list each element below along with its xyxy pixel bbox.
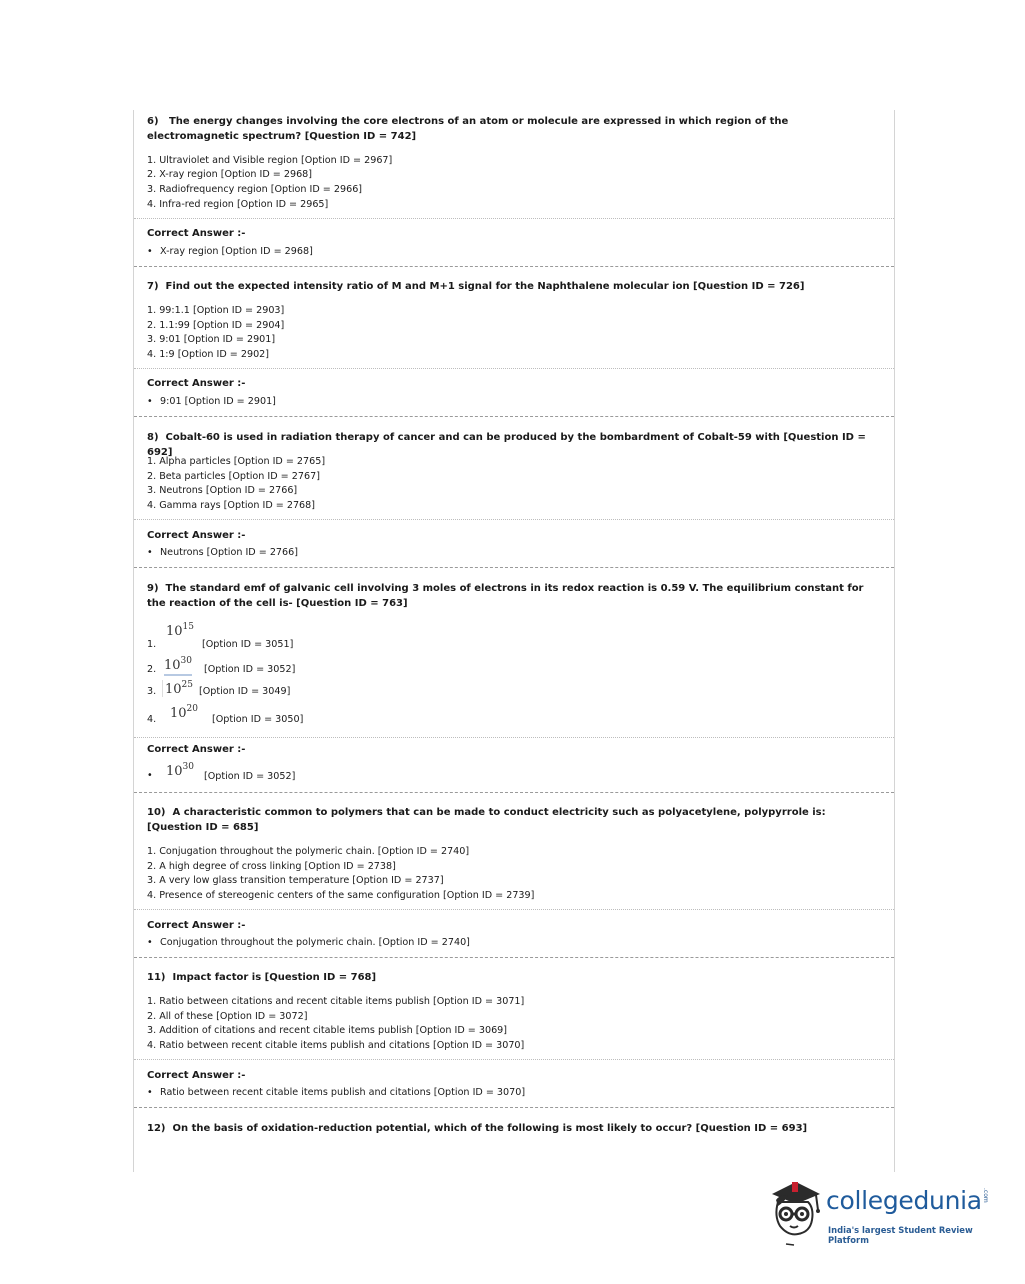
option: 2. 1.1:99 [Option ID = 2904]	[147, 320, 285, 331]
option: 4. Presence of stereogenic centers of the same configuration [Option ID = 2739]	[147, 890, 535, 901]
divider	[134, 567, 894, 568]
question-text: 11) Impact factor is [Question ID = 768]	[147, 972, 377, 983]
option: 3. 9:01 [Option ID = 2901]	[147, 334, 276, 345]
correct-answer: • Ratio between recent citable items publish and citations [Option ID = 3070]	[147, 1087, 526, 1098]
option: 2. Beta particles [Option ID = 2767]	[147, 471, 320, 482]
option: 3. Neutrons [Option ID = 2766]	[147, 485, 298, 496]
question-text: 9) The standard emf of galvanic cell involving 3 moles of electrons in its redox reaction is 0.59 V. The equilibrium constant for the reaction of the cell is- [Question ID = 763]	[147, 583, 864, 609]
correct-answer-label: Correct Answer :-	[147, 530, 246, 541]
option: 4. Gamma rays [Option ID = 2768]	[147, 500, 316, 511]
correct-answer: • Conjugation throughout the polymeric chain. [Option ID = 2740]	[147, 937, 470, 948]
option: 2. All of these [Option ID = 3072]	[147, 1011, 308, 1022]
option: 3. Addition of citations and recent citable items publish [Option ID = 3069]	[147, 1025, 508, 1036]
collegedunia-logo	[766, 1176, 996, 1248]
option: 1. Ultraviolet and Visible region [Option ID = 2967]	[147, 155, 393, 166]
divider	[134, 1107, 894, 1108]
correct-answer: • X-ray region [Option ID = 2968]	[147, 246, 313, 257]
brand-tagline: India's largest Student Review Platform	[828, 1225, 973, 1245]
divider	[134, 266, 894, 267]
option: 2. X-ray region [Option ID = 2968]	[147, 169, 313, 180]
option: 1. Alpha particles [Option ID = 2765]	[147, 456, 326, 467]
divider	[134, 1059, 894, 1060]
correct-answer-label: Correct Answer :-	[147, 228, 246, 239]
question-text: 8) Cobalt-60 is used in radiation therapy of cancer and can be produced by the bombardment of Cobalt-59 with [Question ID = 692]	[147, 432, 866, 458]
question-text: 7) Find out the expected intensity ratio of M and M+1 signal for the Naphthalene molecular ion [Question ID = 726]	[147, 281, 805, 292]
option: 1. Ratio between citations and recent citable items publish [Option ID = 3071]	[147, 996, 525, 1007]
option: 4. Ratio between recent citable items publish and citations [Option ID = 3070]	[147, 1040, 525, 1051]
math-expression: $10^{30}$	[164, 656, 192, 676]
correct-answer-label: Correct Answer :-	[147, 744, 246, 755]
divider	[134, 909, 894, 910]
student-mascot-icon	[766, 1176, 826, 1248]
divider	[134, 519, 894, 520]
option: 3. Radiofrequency region [Option ID = 2966]	[147, 184, 363, 195]
math-expression: $10^{15}$	[166, 622, 194, 639]
correct-answer: • Neutrons [Option ID = 2766]	[147, 547, 298, 558]
option: 1. 99:1.1 [Option ID = 2903]	[147, 305, 285, 316]
brand-name: collegedunia	[826, 1186, 982, 1215]
correct-answer-label: Correct Answer :-	[147, 378, 246, 389]
divider	[134, 416, 894, 417]
correct-answer-label: Correct Answer :-	[147, 1070, 246, 1081]
option: 4. 1:9 [Option ID = 2902]	[147, 349, 270, 360]
option: 3. A very low glass transition temperature [Option ID = 2737]	[147, 875, 444, 886]
question-paper-page: 6) The energy changes involving the core electrons of an atom or molecule are expressed in which region of the electromagnetic spectrum? [Question ID = 742] 1. Ultraviolet and Visible region [Option ID = 2967] 2. X-ray region [Option ID = 2968] 3. Radiofrequency region [Option ID = 2966] 4. Infra-red region [Option ID = 2965] Correct Answer :- • X-ray region [Option ID = 2968] 7) Find out the expected intensity ratio of M and M+1 signal for the Naphthalene molecular ion [Question ID = 726] 1. 99:1.1 [Option ID = 2903] 2. 1.1:99 [Option ID = 2904] 3. 9:01 [Option ID = 2901] 4. 1:9 [Option ID = 2902] Correct Answer :- • 9:01 [Option ID = 2901] 8) Cobalt-60 is used in radiation therapy of cancer and can be produced by the bombardment of Cobalt-59 with [Question ID = 692] 1. Alpha particles [Option ID = 2765] 2. Beta particles [Option ID = 2767] 3. Neutrons [Option ID = 2766] 4. Gamma rays [Option ID = 2768] Correct Answer :- • Neutrons [Option ID = 2766] 9) The standard emf of galvanic cell involving 3 moles of electrons in its redox reaction is 0.59 V. The equilibrium constant for the reaction of the cell is- [Question ID = 763] 1. $10^{15}$ [Option ID = 3051] 2. $10^{30}$ [Option ID = 3052] 3. $10^{25}$ [Option ID = 3049] 4. $10^{20}$ [Option ID = 3050] Correct Answer :- • $10^{30}$ [Option ID = 3052] 10) A characteristic common to polymers that can be made to conduct electricity such as polyacetylene, polypyrrole is: [Question ID = 685] 1. Conjugation throughout the polymeric chain. [Option ID = 2740] 2. A high degree of cross linking [Option ID = 2738] 3. A very low glass transition temperature [Option ID = 2737] 4. Presence of stereogenic centers of the same configuration [Option ID = 2739] Correct Answer :- • Conjugation throughout the polymeric chain. [Option ID = 2740] 11) Impact factor is [Question ID = 768] 1. Ratio between citations and recent citable items publish [Option ID = 3071] 2. All of these [Option ID = 3072] 3. Addition of citations and recent citable items publish [Option ID = 3069] 4. Ratio between recent citable items publish and citations [Option ID = 3070] Correct Answer :- • Ratio between recent citable items publish and citations [Option ID = 3070] 12) On the basis of oxidation-reduction potential, which of the following is most likely to occur? [Question ID = 693]	[133, 110, 895, 1172]
divider	[134, 368, 894, 369]
question-text: 6) The energy changes involving the core electrons of an atom or molecule are expressed in which region of the electromagnetic spectrum? [Question ID = 742]	[147, 116, 789, 142]
divider	[134, 957, 894, 958]
divider	[134, 737, 894, 738]
question-text: 10) A characteristic common to polymers that can be made to conduct electricity such as polyacetylene, polypyrrole is: [Question ID = 685]	[147, 807, 826, 833]
brand-domain: .com	[982, 1188, 989, 1203]
divider	[134, 792, 894, 793]
question-text: 12) On the basis of oxidation-reduction potential, which of the following is most likely to occur? [Question ID = 693]	[147, 1123, 808, 1134]
math-expression: $10^{20}$	[170, 704, 198, 721]
option: 1. Conjugation throughout the polymeric chain. [Option ID = 2740]	[147, 846, 470, 857]
correct-answer-label: Correct Answer :-	[147, 920, 246, 931]
divider	[134, 218, 894, 219]
correct-answer: • 9:01 [Option ID = 2901]	[147, 396, 276, 407]
math-expression: $10^{25}$	[162, 680, 193, 697]
math-expression: $10^{30}$	[166, 762, 194, 779]
option: 2. A high degree of cross linking [Option ID = 2738]	[147, 861, 396, 872]
option: 4. Infra-red region [Option ID = 2965]	[147, 199, 329, 210]
